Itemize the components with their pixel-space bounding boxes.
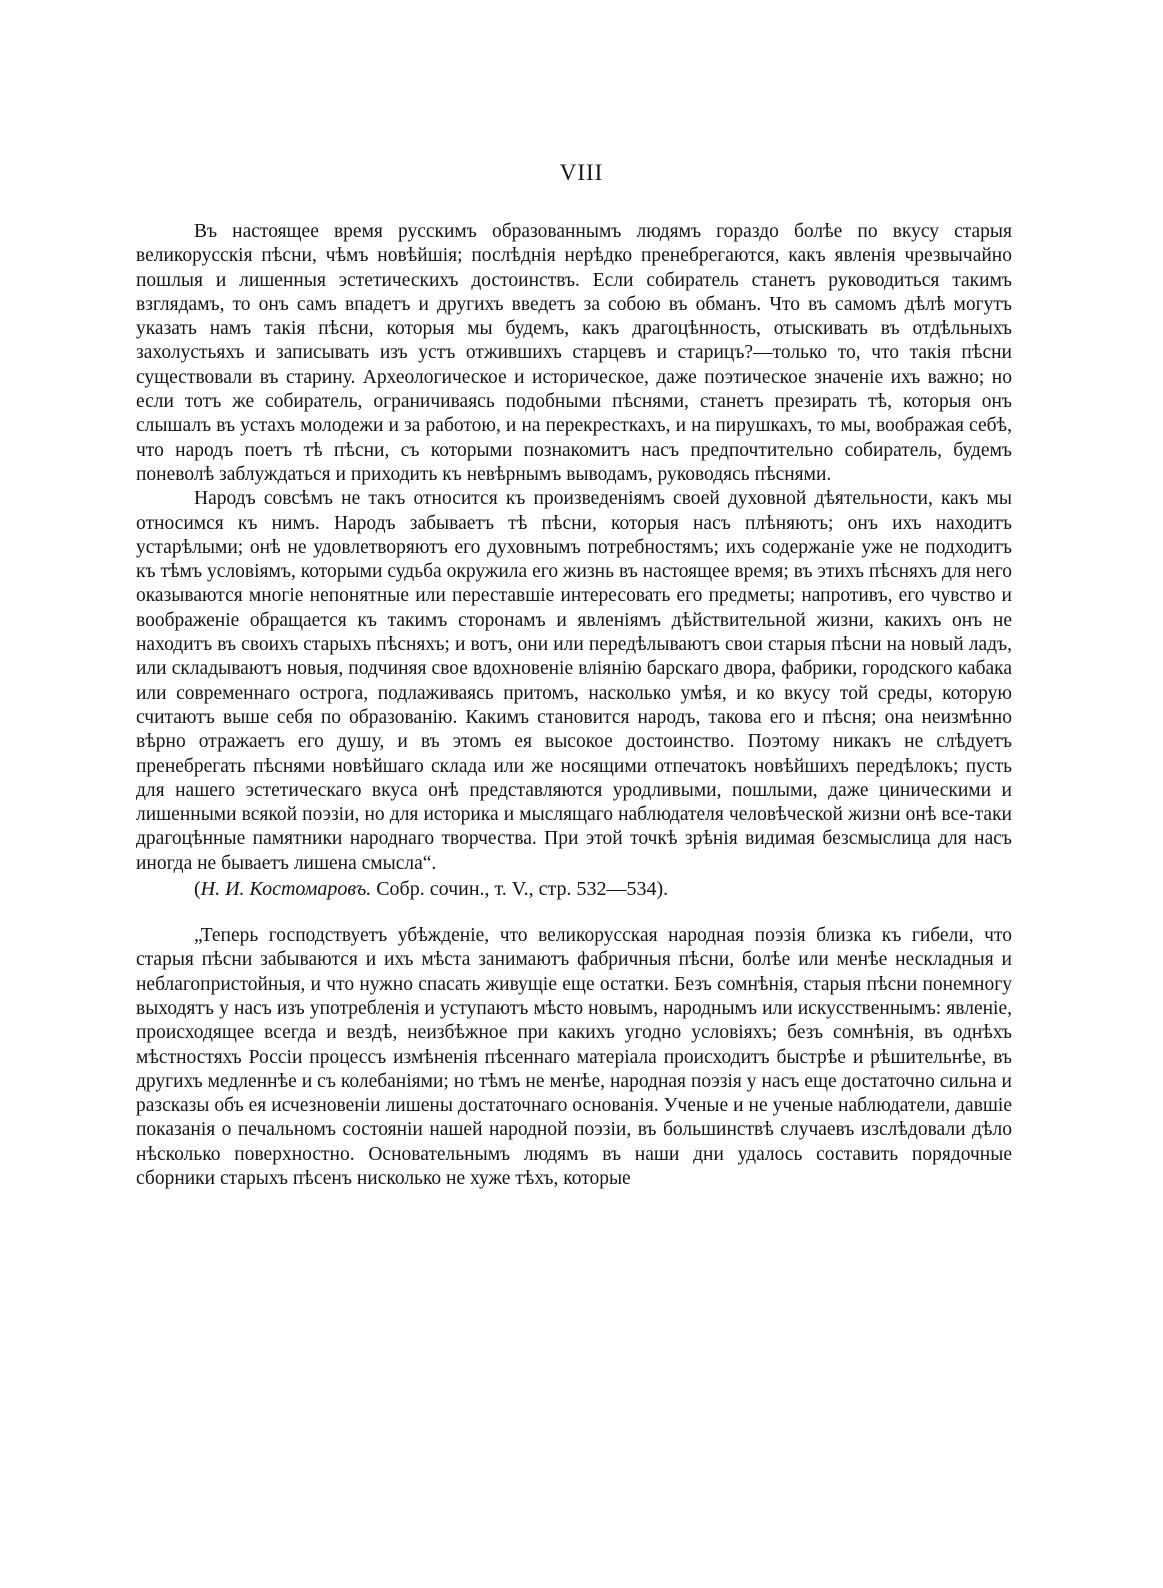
citation-source: Собр. сочин., т. V., стр. 532—534).	[371, 878, 669, 901]
text-column	[136, 220, 1012, 1191]
citation-author: Н. И. Костомаровъ.	[200, 878, 372, 901]
page-number: VIII	[559, 160, 604, 185]
citation	[136, 876, 1012, 902]
citation-open: (	[194, 878, 201, 901]
section-gap	[136, 902, 1012, 924]
paragraph-1: Въ настоящее время русскимъ образованнымъ людямъ гораздо болѣе по вкусу старыя великорусскія пѣсни, чѣмъ новѣйшія; послѣднія нерѣдко пренебрегаются, какъ явленія чрезвычайно пошлыя и лишенныя эстетическихъ достоинствъ. Если собиратель станетъ руководиться такимъ взглядамъ, то онъ самъ впадетъ и другихъ введетъ за собою въ обманъ. Что въ самомъ дѣлѣ могутъ указать намъ такія пѣсни, которыя мы будемъ, какъ драгоцѣнность, отыскивать въ отдѣльныхъ захолустьяхъ и записывать изъ устъ отжившихъ старцевъ и старицъ?—только то, что такія пѣсни существовали въ старину. Археологическое и историческое, даже поэтическое значеніе ихъ важно; но если тотъ же собиратель, ограничиваясь подобными пѣснями, станетъ презирать тѣ, которыя онъ слышалъ въ устахъ молодежи и за работою, и на перекресткахъ, и на пирушкахъ, то мы, воображая себѣ, что народъ поетъ тѣ пѣсни, съ которыми познакомитъ насъ предпочтительно собиратель, будемъ поневолѣ заблуждаться и приходить къ невѣрнымъ выводамъ, руководясь пѣснями.	[136, 221, 1012, 485]
paragraph-3: „Теперь господствуетъ убѣжденіе, что великорусская народная поэзія близка къ гибели, что старыя пѣсни забываются и ихъ мѣста занимаютъ фабричныя пѣсни, болѣе или менѣе нескладныя и неблагопристойныя, и что нужно спасать живущіе еще остатки. Безъ сомнѣнія, старыя пѣсни понемногу выходятъ у насъ изъ употребленія и уступаютъ мѣсто новымъ, народнымъ или искусственнымъ: явленіе, происходящее всегда и вездѣ, неизбѣжное при какихъ угодно условіяхъ; безъ сомнѣнія, въ однѣхъ мѣстностяхъ Россіи процессъ измѣненія пѣсеннаго матеріала происходитъ быстрѣе и рѣшительнѣе, въ другихъ медленнѣе и съ колебаніями; но тѣмъ не менѣе, народная поэзія у насъ еще достаточно сильна и разсказы объ ея исчезновеніи лишены достаточнаго основанія. Ученые и не ученые наблюдатели, давшіе показанія о печальномъ состояніи нашей народной поэзіи, въ большинствѣ случаевъ изслѣдовали дѣло нѣсколько поверхностно. Основательнымъ людямъ въ наши дни удалось составить порядочные сборники старыхъ пѣсенъ нисколько не хуже тѣхъ, которые	[136, 925, 1012, 1189]
paragraph-2: Народъ совсѣмъ не такъ относится къ произведеніямъ своей духовной дѣятельности, какъ мы относимся къ нимъ. Народъ забываетъ тѣ пѣсни, которыя насъ плѣняютъ; онъ ихъ находитъ устарѣлыми; онѣ не удовлетворяютъ его духовнымъ потребностямъ; ихъ содержаніе уже не подходитъ къ тѣмъ условіямъ, которыми судьба окружила его жизнь въ настоящее время; въ этихъ пѣсняхъ для него оказываются многіе непонятные или переставшіе интересовать его предметы; напротивъ, его чувство и воображеніе обращается къ такимъ сторонамъ и явленіямъ дѣйствительной жизни, какихъ онъ не находитъ въ своихъ старыхъ пѣсняхъ; и вотъ, они или передѣлываютъ свои старыя пѣсни на новый ладъ, или складываютъ новыя, подчиняя свое вдохновеніе вліянію барскаго двора, фабрики, городского кабака или современнаго острога, подлаживаясь притомъ, насколько умѣя, и ко вкусу той среды, которую считаютъ выше себя по образованію. Какимъ становится народъ, такова его и пѣсня; она неизмѣнно вѣрно отражаетъ его душу, и въ этомъ ея высокое достоинство. Поэтому никакъ не слѣдуетъ пренебрегать пѣснями новѣйшаго склада или же носящими отпечатокъ новѣйшихъ передѣлокъ; пусть для нашего эстетическаго вкуса онѣ представляются уродливыми, пошлыми, даже циническими и лишенными всякой поэзіи, но для историка и мыслящаго наблюдателя человѣческой жизни онѣ все-таки драгоцѣнные памятники народнаго творчества. При этой точкѣ зрѣнія видимая безсмыслица для насъ иногда не бываетъ лишена смысла“.	[136, 488, 1012, 874]
